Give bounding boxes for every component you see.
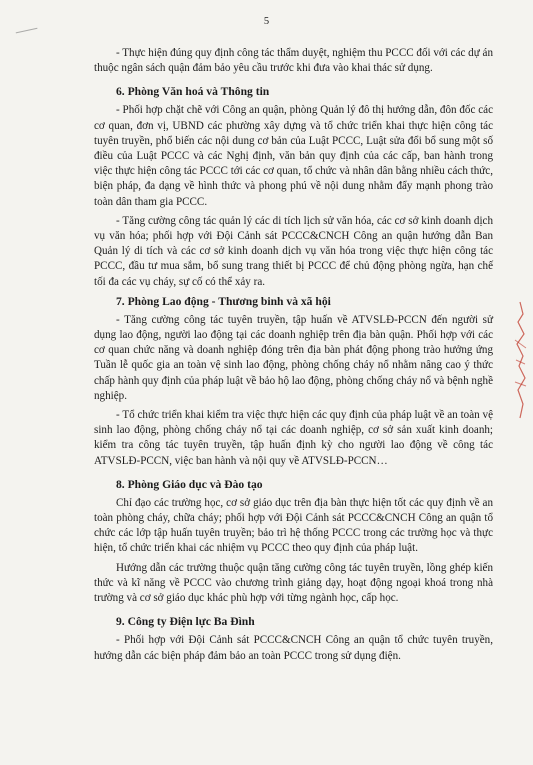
section-8-paragraph-1: Chỉ đạo các trường học, cơ sở giáo dục trên địa bàn thực hiện tốt các quy định về an toàn phòng cháy, chữa cháy; phối hợp với Đội Cảnh sát PCCC&CNCH Công an quận tổ chức các lớp tập huấn tuyên truyền; bảo trì hệ thống PCCC trong các trường học và thực hiện, tổ chức triển khai các nhiệm vụ PCCC theo quy định của pháp luật. — [94, 496, 493, 555]
section-heading-8: 8. Phòng Giáo dục và Đào tạo — [116, 477, 263, 491]
page-number: 5 — [263, 16, 270, 27]
section-heading-7: 7. Phòng Lao động - Thương binh và xã hội — [116, 294, 331, 308]
section-7-paragraph-2: - Tổ chức triển khai kiểm tra việc thực hiện các quy định của pháp luật về an toàn vệ sinh lao động, phòng chống cháy nổ tại các doanh nghiệp, cơ sở sản xuất kinh doanh; kiểm tra công tác tuyên truyền, tập huấn định kỳ cho người lao động về công tác ATVSLĐ-PCCN, việc ban hành và nội quy về ATVSLĐ-PCCN… — [94, 409, 493, 467]
section-6-paragraph-2: - Tăng cường công tác quản lý các di tích lịch sử văn hóa, các cơ sở kinh doanh dịch vụ văn hóa; phối hợp với Đội Cảnh sát PCCC&CNCH Công an quận hướng dẫn Ban Quản lý di tích và các cơ sở kinh doanh dịch vụ văn hóa trong việc thực hiện công tác PCCC, đầu tư mua sắm, bổ sung trang thiết bị PCCC để chủ động phòng ngừa, hạn chế tối đa các vụ cháy, sự cố có thể xảy ra. — [94, 214, 493, 288]
section-6-paragraph-1: - Phối hợp chặt chẽ với Công an quận, phòng Quản lý đô thị hướng dẫn, đôn đốc các cơ quan, đơn vị, UBND các phường xây dựng và tổ chức triển khai thực hiện công tác tuyên truyền, phổ biến các nội dung cơ bản của Luật PCCC, Luật sửa đổi bổ sung một số điều của Luật PCCC và các Nghị định, văn bản quy định của các cấp, ban hành trong việc thực hiện công tác PCCC tới các cơ quan, tổ chức và nhân dân bằng nhiều cách thức, biện pháp, đa dạng về hình thức và phong phú về nội dung nhằm đẩy mạnh phong trào toàn dân tham gia PCCC. — [94, 104, 493, 208]
section-7-paragraph-1: - Tăng cường công tác tuyên truyền, tập huấn về ATVSLĐ-PCCN đến người sử dụng lao động, người lao động tại các doanh nghiệp trên địa bàn quận. Phối hợp với các cơ quan chức năng và doanh nghiệp đóng trên địa bàn phát động phong trào hưởng ứng Tuần lễ quốc gia an toàn vệ sinh lao động, phòng chống cháy nổ nhằm nâng cao ý thức chấp hành quy định của pháp luật về bảo hộ lao động, phòng chống cháy nổ và bệnh nghề nghiệp. — [94, 313, 493, 402]
intro-paragraph: - Thực hiện đúng quy định công tác thẩm duyệt, nghiệm thu PCCC đối với các dự án thuộc ngân sách quận đảm bảo yêu cầu trước khi đưa vào khai thác sử dụng. — [94, 47, 493, 75]
section-8-paragraph-2: Hướng dẫn các trường thuộc quận tăng cường công tác tuyên truyền, lồng ghép kiến thức và kĩ năng về PCCC vào chương trình giảng dạy, hoạt động ngoại khoá trong nhà trường và cơ sở giáo dục khác phù hợp với từng ngành học, cấp học. — [94, 561, 493, 605]
section-heading-6: 6. Phòng Văn hoá và Thông tin — [116, 85, 270, 99]
section-heading-9: 9. Công ty Điện lực Ba Đình — [116, 615, 255, 629]
red-stamp-mark — [511, 300, 529, 420]
section-9-paragraph-1: - Phối hợp với Đội Cảnh sát PCCC&CNCH Công an quận tổ chức tuyên truyền, hướng dẫn các biện pháp đảm bảo an toàn PCCC trong sử dụng điện. — [94, 634, 493, 662]
